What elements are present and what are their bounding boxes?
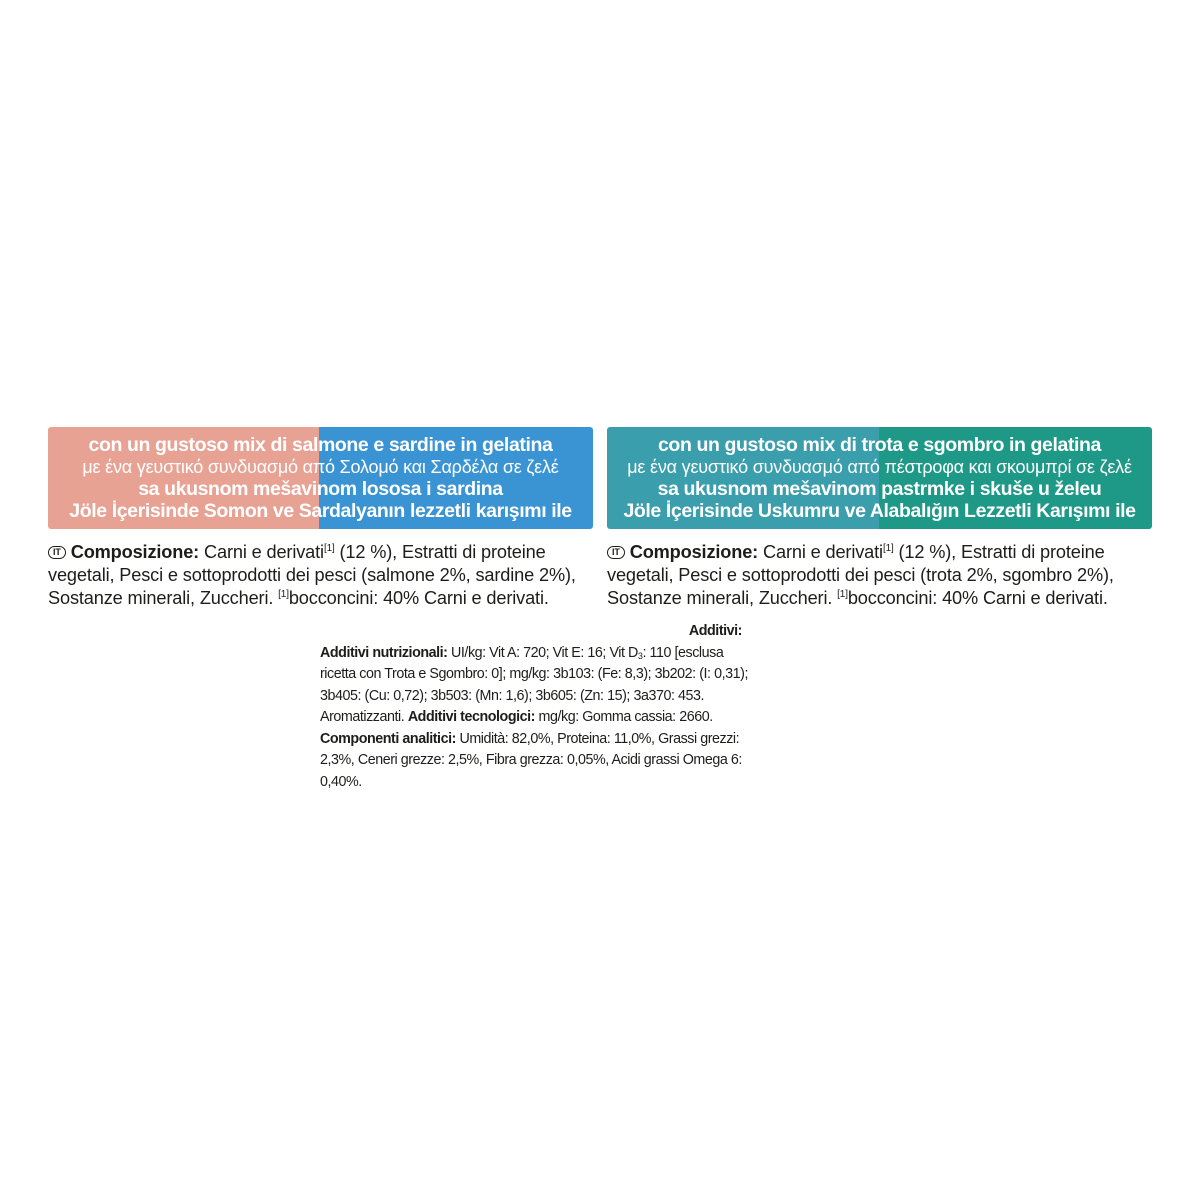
nutritional-text: : 110 [esclusa ricetta con Trota e Sgombro: 0]; mg/kg: 3b103: (Fe: 8,3); 3b202: (I: 0,31); 3b405: (Cu: 0,72); 3b503: (Mn: 1,6); 3b605: (Zn: 15); 3a370: 453. Aromatizzanti. (320, 644, 748, 725)
footnote-mark: [1] (882, 543, 894, 554)
banner-line-el: με ένα γευστικό συνδυασμό από πέστροφα και σκουμπρί σε ζελέ (627, 457, 1132, 477)
additives-body (320, 643, 750, 794)
composition-text: (12 %), Estratti di proteine vegetali, Pesci e sottoprodotti dei pesci (trota 2%, sgombro 2%), Sostanze minerali, Zuccheri. (607, 542, 1114, 608)
language-badge-it: IT (48, 546, 66, 559)
banner-line-tr: Jöle İçerisinde Uskumru ve Alabalığın Lezzetli Karışımı ile (623, 500, 1136, 522)
banner-line-el: με ένα γευστικό συνδυασμό από Σολομό και Σαρδέλα σε ζελέ (82, 457, 559, 477)
technological-text: mg/kg: Gomma cassia: 2660. (534, 709, 713, 725)
banner-line-it: con un gustoso mix di salmone e sardine in gelatina (88, 434, 553, 456)
additives-section (320, 621, 750, 793)
banner-line-tr: Jöle İçerisinde Somon ve Sardalyanın lezzetli karışımı ile (69, 500, 572, 522)
composition-footnote: bocconcini: 40% Carni e derivati. (847, 588, 1108, 608)
composition-trout-mackerel (607, 541, 1167, 610)
composition-text: Carni e derivati (199, 542, 324, 562)
language-badge-it: IT (607, 546, 625, 559)
banner-line-hr: sa ukusnom mešavinom lososa i sardina (138, 478, 503, 500)
footnote-mark: [1] (837, 589, 848, 600)
vitamin-d-subscript: 3 (637, 650, 643, 661)
nutritional-label: Additivi nutrizionali: (320, 644, 448, 661)
composition-footnote: bocconcini: 40% Carni e derivati. (288, 588, 549, 608)
composition-label: Composizione: (629, 542, 759, 562)
banner-line-hr: sa ukusnom mešavinom pastrmke i skuše u želeu (657, 478, 1102, 500)
flavor-banner-trout-mackerel (607, 427, 1152, 529)
footnote-mark: [1] (323, 543, 335, 554)
nutritional-text: UI/kg: Vit A: 720; Vit E: 16; Vit D (447, 644, 638, 661)
composition-salmon-sardine (48, 541, 608, 610)
banner-text (48, 427, 593, 529)
additives-heading: Additivi: (688, 623, 742, 639)
banner-line-it: con un gustoso mix di trota e sgombro in gelatina (657, 434, 1102, 456)
composition-label: Composizione: (70, 542, 200, 562)
flavor-banner-salmon-sardine (48, 427, 593, 529)
analytical-label: Componenti analitici: (320, 730, 456, 747)
footnote-mark: [1] (278, 589, 289, 600)
composition-text: (12 %), Estratti di proteine vegetali, Pesci e sottoprodotti dei pesci (salmone 2%, sardine 2%), Sostanze minerali, Zuccheri. (48, 542, 576, 608)
analytical-text: Umidità: 82,0%, Proteina: 11,0%, Grassi grezzi: 2,3%, Ceneri grezze: 2,5%, Fibra grezza: 0,05%, Acidi grassi Omega 6: 0,40%. (320, 730, 742, 790)
composition-text: Carni e derivati (758, 542, 883, 562)
banner-text (607, 427, 1152, 529)
technological-label: Additivi tecnologici: (407, 709, 535, 725)
